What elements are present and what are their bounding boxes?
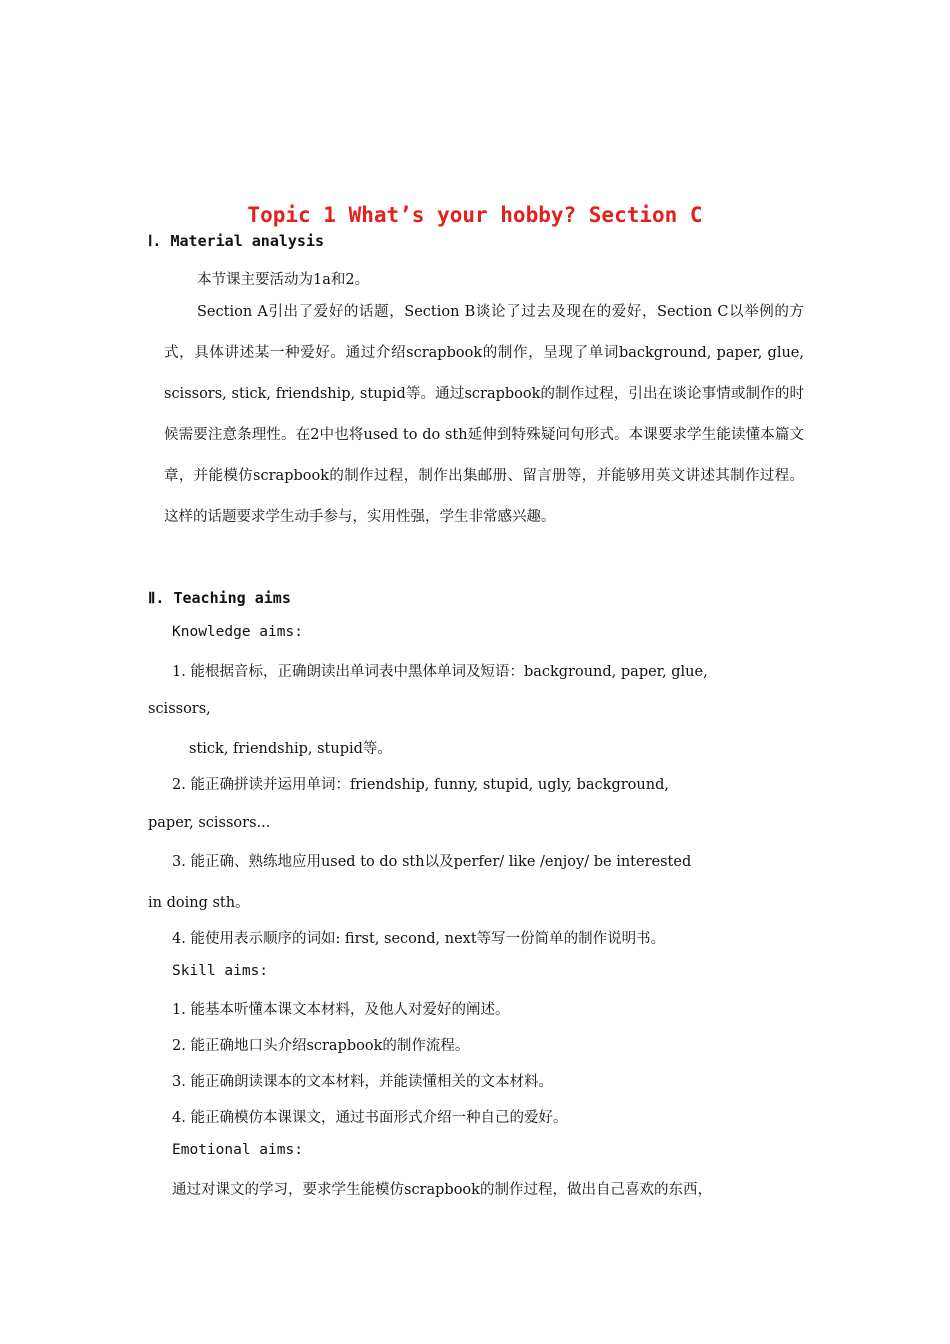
knowledge-aim-2-cont: paper, scissors... bbox=[148, 815, 271, 831]
knowledge-aim-1-cont: scissors, bbox=[148, 701, 211, 717]
skill-aims-label: Skill aims: bbox=[172, 963, 269, 979]
material-body: Section A引出了爱好的话题，Section B谈论了过去及现在的爱好，Section C以举例的方式，具体讲述某一种爱好。通过介绍scrapbook的制作，呈现了单词background, paper, glue, scissors, stick, friendship, stupid等。通过scrapbook的制作过程，引出在谈论事情或制作的时候需要注意条理性。在2中也将used to do sth延伸到特殊疑问句形式。本课要求学生能读懂本篇文章，并能模仿scrapbook的制作过程，制作出集邮册、留言册等，并能够用英文讲述其制作过程。这样的话题要求学生动手参与，实用性强，学生非常感兴趣。 bbox=[164, 304, 804, 525]
skill-aim-4: 4. 能正确模仿本课课文，通过书面形式介绍一种自己的爱好。 bbox=[172, 1110, 568, 1126]
emotional-aim-1: 通过对课文的学习，要求学生能模仿scrapbook的制作过程，做出自己喜欢的东西， bbox=[172, 1182, 712, 1198]
section-heading-material-analysis: Ⅰ. Material analysis bbox=[148, 232, 325, 250]
knowledge-aim-4: 4. 能使用表示顺序的词如: first, second, next等写一份简单的制作说明书。 bbox=[172, 931, 666, 947]
skill-aim-3: 3. 能正确朗读课本的文本材料，并能读懂相关的文本材料。 bbox=[172, 1074, 553, 1090]
knowledge-aim-3: 3. 能正确、熟练地应用used to do sth以及perfer/ like /enjoy/ be interested bbox=[172, 854, 692, 870]
document-title: Topic 1 What’s your hobby? Section C bbox=[247, 203, 703, 227]
section-heading-teaching-aims: Ⅱ. Teaching aims bbox=[148, 589, 291, 607]
knowledge-aim-1: 1. 能根据音标，正确朗读出单词表中黑体单词及短语：background, paper, glue, bbox=[172, 664, 708, 680]
skill-aim-1: 1. 能基本听懂本课文本材料，及他人对爱好的阐述。 bbox=[172, 1002, 510, 1018]
knowledge-aim-2: 2. 能正确拼读并运用单词：friendship, funny, stupid, ugly, background, bbox=[172, 777, 669, 793]
knowledge-aims-label: Knowledge aims: bbox=[172, 624, 303, 640]
skill-aim-2: 2. 能正确地口头介绍scrapbook的制作流程。 bbox=[172, 1038, 470, 1054]
emotional-aims-label: Emotional aims: bbox=[172, 1142, 303, 1158]
knowledge-aim-1-cont2: stick, friendship, stupid等。 bbox=[189, 741, 392, 757]
material-intro: 本节课主要活动为1a和2。 bbox=[197, 272, 370, 288]
knowledge-aim-3-cont: in doing sth。 bbox=[148, 895, 250, 911]
